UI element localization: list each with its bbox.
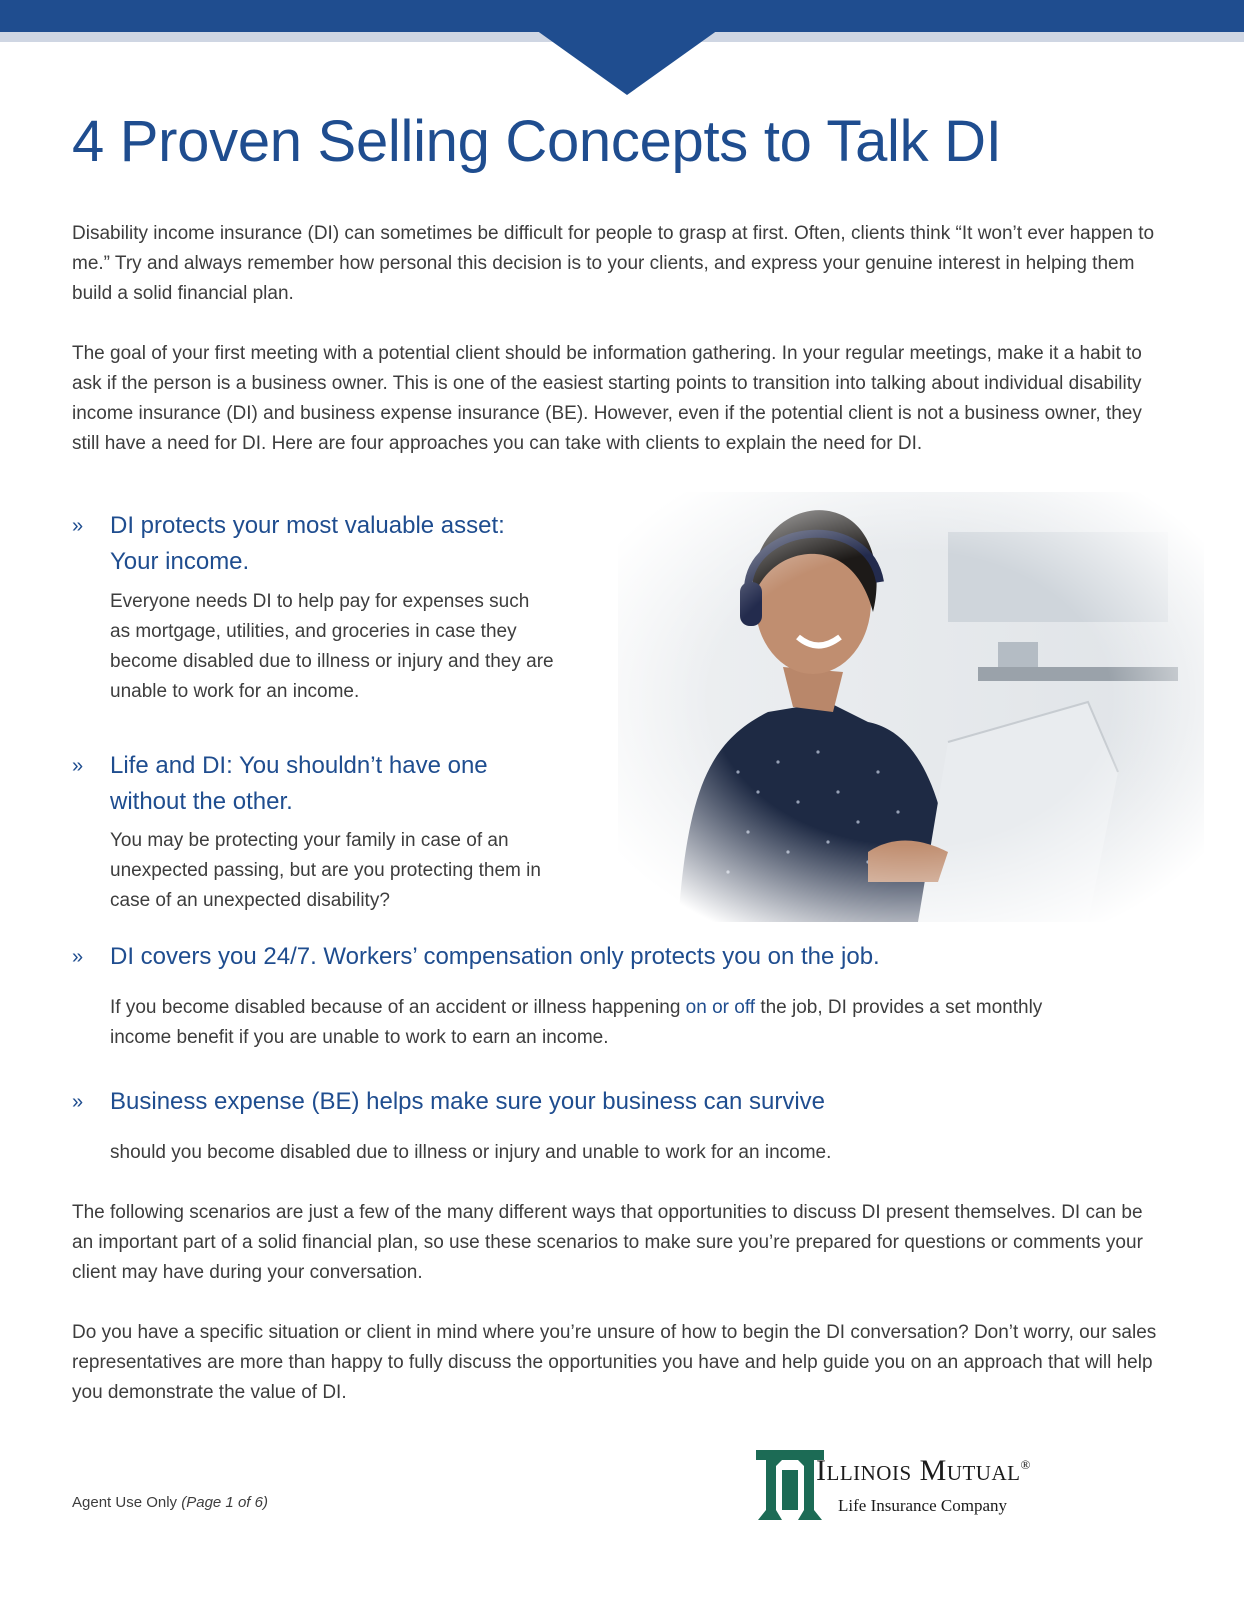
concept-1-body-line: unable to work for an income. — [110, 681, 360, 702]
concept-1-body-line: Everyone needs DI to help pay for expenses such — [110, 591, 530, 612]
logo-subtitle: Life Insurance Company — [838, 1496, 1007, 1515]
bullet-marker-icon: » — [72, 1091, 84, 1113]
woman-with-headphones-photo — [618, 492, 1204, 922]
on-or-off-highlight: on or off — [685, 997, 756, 1018]
concept-2-body-line: unexpected passing, but are you protecting them in — [110, 860, 541, 881]
bullet-marker-icon: » — [72, 515, 84, 537]
page-title: 4 Proven Selling Concepts to Talk DI — [72, 109, 1002, 174]
concept-3-heading — [72, 939, 880, 975]
concept-2-body — [110, 826, 541, 916]
concept-2-heading — [72, 748, 488, 820]
concept-3-body — [110, 993, 1042, 1053]
closing-paragraph-1: The following scenarios are just a few of the many different ways that opportunities to discuss DI present themselves. DI can be an important part of a solid financial plan, so use these scenarios to make sure you’re prepared for questions or comments your client may have during your conversation. — [72, 1202, 1143, 1283]
bullet-marker-icon: » — [72, 946, 84, 968]
footer-note — [72, 1494, 268, 1511]
agent-use-label: Agent Use Only — [72, 1494, 178, 1511]
concept-1-body — [110, 587, 554, 707]
concept-1-heading-line-1: DI protects your most valuable asset: — [110, 512, 505, 539]
concept-2-body-line: You may be protecting your family in case of an — [110, 830, 509, 851]
concept-3-heading-text: DI covers you 24/7. Workers’ compensation only protects you on the job. — [110, 943, 880, 970]
registered-mark: ® — [1020, 1457, 1031, 1472]
concept-4-heading-text: Business expense (BE) helps make sure your business can survive — [110, 1088, 826, 1115]
concept-4-heading — [72, 1084, 825, 1120]
intro-paragraph-1: Disability income insurance (DI) can sometimes be difficult for people to grasp at first. Often, clients think “It won’t ever happen to me.” Try and always remember how personal this decision is to your clients, and express your genuine interest in helping them build a solid financial plan. — [72, 223, 1155, 304]
illinois-mutual-logo — [752, 1444, 1082, 1524]
concept-4-body: should you become disabled due to illness or injury and unable to work for an income. — [110, 1142, 832, 1163]
closing-paragraph-2: Do you have a specific situation or client in mind where you’re unsure of how to begin the DI conversation? Don’t worry, our sales representatives are more than happy to fully discuss the opportunities you have and help guide you on an approach that will help you demonstrate the value of DI. — [72, 1322, 1157, 1403]
intro-paragraph-2: The goal of your first meeting with a potential client should be information gathering. In your regular meetings, make it a habit to ask if the person is a business owner. This is one of the easiest starting points to transition into talking about individual disability income insurance (DI) and business expense insurance (BE). However, even if the potential client is not a business owner, they still have a need for DI. Here are four approaches you can take with clients to explain the need for DI. — [72, 343, 1142, 454]
concept-3-body-line-2: income benefit if you are unable to work to earn an income. — [110, 1027, 609, 1048]
concept-3-body-start: If you become disabled because of an accident or illness happening — [110, 997, 686, 1018]
page-indicator: (Page 1 of 6) — [181, 1494, 268, 1511]
concept-1-heading-line-2: Your income. — [110, 548, 250, 575]
concept-2-heading-line-2: without the other. — [110, 788, 293, 815]
bullet-marker-icon: » — [72, 755, 84, 777]
concept-2-body-line: case of an unexpected disability? — [110, 890, 390, 911]
logo-company-name — [816, 1454, 1031, 1488]
concept-2-heading-line-1: Life and DI: You shouldn’t have one — [110, 752, 488, 779]
concept-1-body-line: become disabled due to illness or injury and they are — [110, 651, 554, 672]
header-chevron — [0, 0, 1244, 100]
concept-3-body-end: the job, DI provides a set monthly — [755, 997, 1043, 1018]
concept-1-heading — [72, 508, 505, 580]
concept-3-body-line-1 — [110, 993, 1042, 1023]
logo-name-text: Illinois Mutual — [816, 1454, 1021, 1487]
concept-1-body-line: as mortgage, utilities, and groceries in case they — [110, 621, 517, 642]
